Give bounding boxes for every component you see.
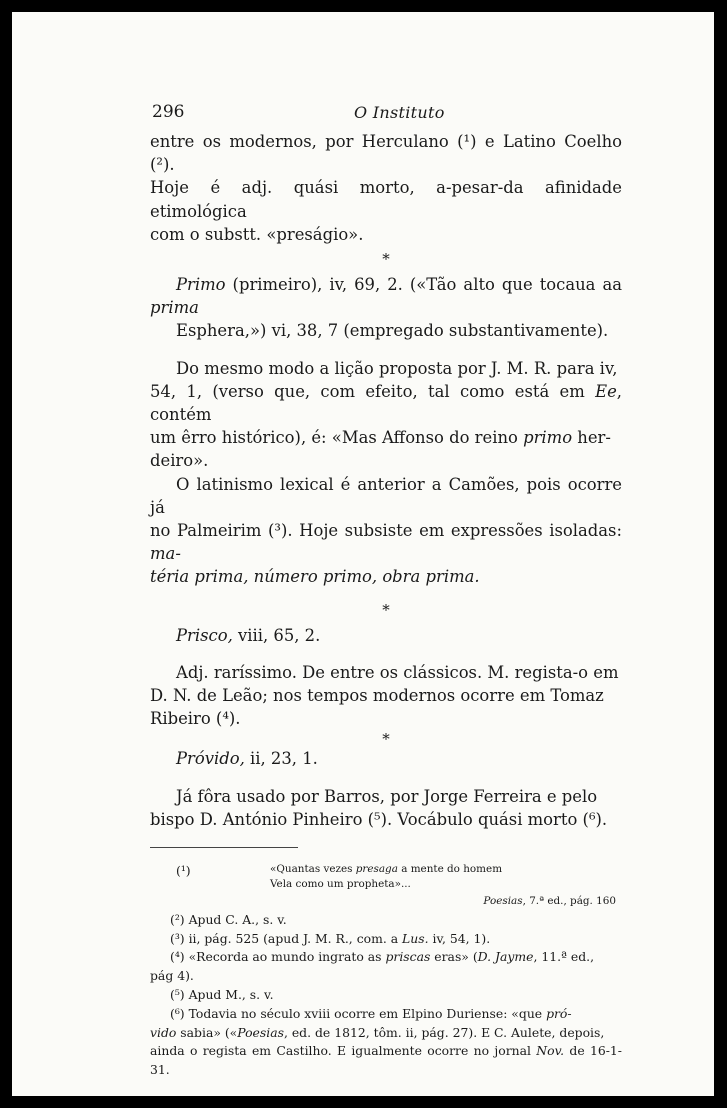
page-body [150, 130, 622, 1080]
entry-heading-primo: Primo (primeiro), iv, 69, 2. («Tão alto que tocaua aa prima Esphera,») vi, 38, 7 (empregado substantivamente). [150, 275, 622, 341]
paragraph: O latinismo lexical é anterior a Camões, pois ocorre já no Palmeirim (³). Hoje subsiste em expressões isoladas: ma- téria prima, número primo, obra prima. [150, 474, 622, 587]
paragraph: entre os modernos, por Herculano (¹) e Latino Coelho (²). Hoje é adj. quási morto, a-pesar-da afinidade etimológica com o substt. «preságio». [150, 132, 622, 244]
section-divider-star: * [382, 600, 390, 619]
entry-heading-provido: Próvido, ii, 23, 1. [176, 749, 318, 769]
footnotes [150, 862, 622, 1080]
entry-heading-prisco: Prisco, viii, 65, 2. [176, 625, 321, 645]
paragraph: Adj. raríssimo. De entre os clássicos. M. regista-o em D. N. de Leão; nos tempos modernos ocorre em Tomaz Ribeiro (⁴). [150, 662, 619, 729]
footnote-4: (⁴) «Recorda ao mundo ingrato as priscas eras» (D. Jayme, 11.ª ed., pág 4). [150, 949, 595, 984]
footnote-source: Poesias, 7.ª ed., pág. 160 [483, 895, 616, 908]
paragraph: Já fôra usado por Barros, por Jorge Ferreira e pelo bispo D. António Pinheiro (⁵). Vocábulo quási morto (⁶). [150, 786, 608, 829]
section-divider-star: * [382, 250, 390, 269]
paragraph: Do mesmo modo a lição proposta por J. M. R. para iv, 54, 1, (verso que, com efeito, tal como está em Ee, contém um êrro histórico), é: «Mas Affonso do reino primo her- deiro». [150, 358, 622, 471]
running-head [152, 102, 636, 124]
running-title: O Instituto [354, 103, 445, 122]
headword: Prisco, [176, 625, 233, 645]
footnote-5: (⁵) Apud M., s. v. [170, 987, 274, 1003]
footnote-poem: «Quantas vezes presaga a mente do homem Vela como um propheta»... [270, 863, 503, 891]
section-divider-star: * [382, 730, 390, 749]
footnote-rule [150, 847, 298, 848]
headword: Próvido, [176, 749, 245, 769]
footnote-6: (⁶) Todavia no século xviii ocorre em Elpino Duriense: «que pró- vido sabia» («Poesias, ed. de 1812, tôm. ii, pág. 27). E C. Aulete, depois, ainda o regista em Castilho. E igualmente ocorre no jornal Nov. de 16-1-31. [150, 1005, 622, 1078]
book-page [12, 12, 714, 1096]
footnote-3: (³) ii, pág. 525 (apud J. M. R., com. a Lus. iv, 54, 1). [170, 930, 491, 946]
footnote-2: (²) Apud C. A., s. v. [170, 911, 287, 927]
headword: Primo [176, 275, 226, 295]
page-number: 296 [152, 102, 185, 122]
footnote-1: (¹) «Quantas vezes presaga a mente do homem Vela como um propheta»... Poesias, 7.ª ed., pág. 160 [150, 862, 622, 911]
